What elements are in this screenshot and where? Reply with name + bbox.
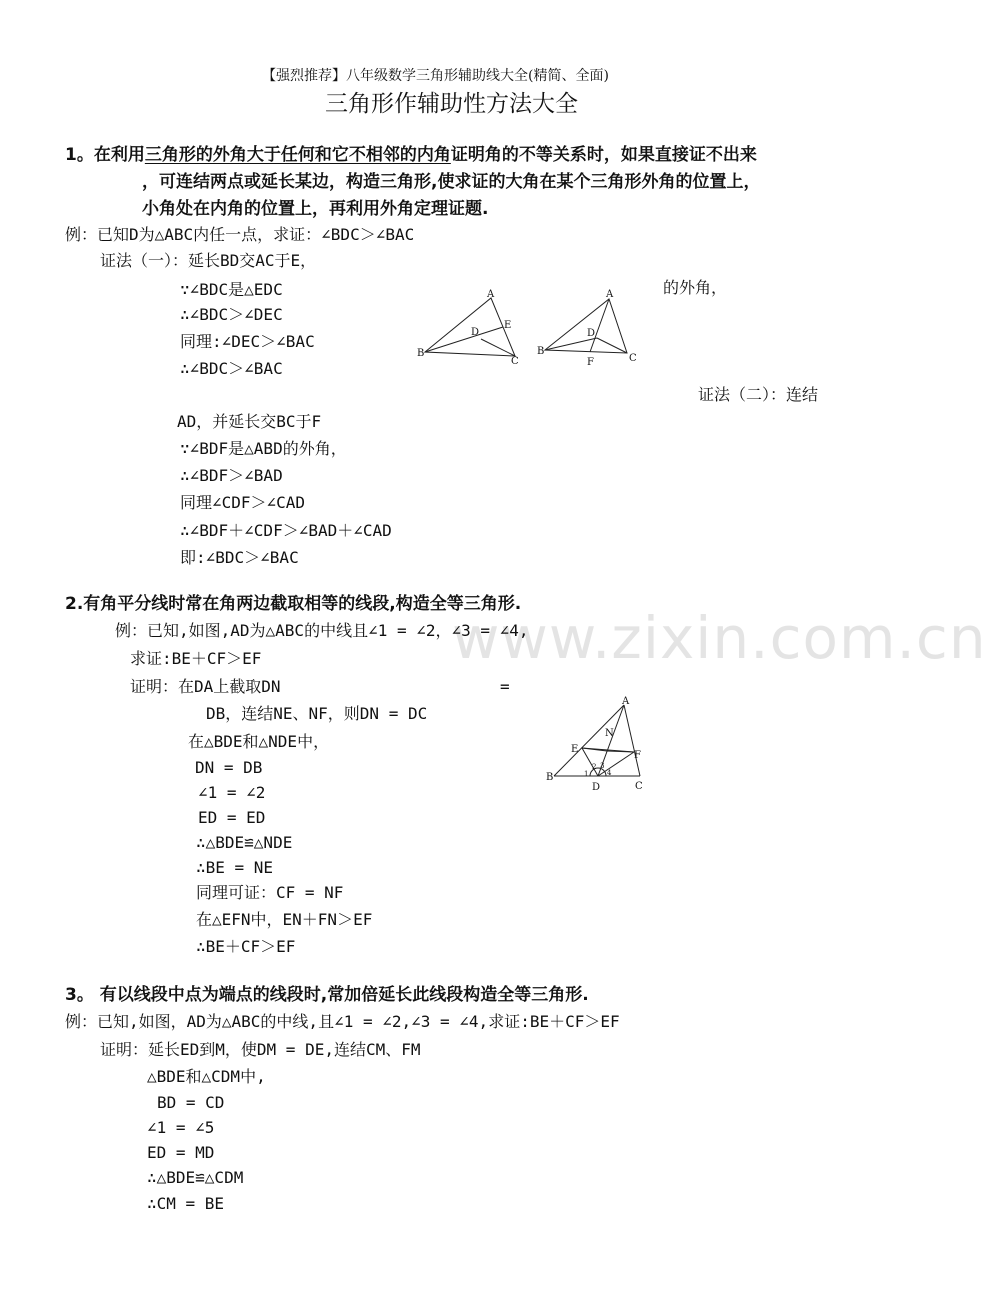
s3-proof-title: 证明：延长ED到M，使DM = DE,连结CM、FM [100, 1040, 421, 1059]
figure-triangle-extend-bd [415, 286, 530, 368]
s1-q1: ∵∠BDF是△ABD的外角， [180, 439, 347, 458]
s3-l3: ∠1 = ∠5 [147, 1118, 215, 1137]
s1-q2: ∴∠BDF＞∠BAD [180, 466, 283, 485]
page-title: 三角形作辅助性方法大全 [325, 91, 578, 117]
s2-l6: ∴△BDE≌△NDE [196, 833, 293, 852]
fig3-label-a: A [622, 696, 630, 707]
s2-heading: 2.有角平分线时常在角两边截取相等的线段,构造全等三角形. [65, 594, 522, 614]
s2-l8: 同理可证：CF = NF [196, 883, 344, 902]
fig2-label-b: B [537, 346, 545, 357]
fig3-label-b: B [546, 772, 554, 783]
s1-p1: ∵∠BDC是△EDC [180, 280, 283, 299]
fig3-label-f: F [634, 750, 641, 761]
s1-p1-tail: 的外角， [663, 278, 728, 297]
s3-l4: ED = MD [147, 1143, 215, 1162]
s2-proof-title: 证明：在DA上截取DN [130, 677, 281, 696]
s1-q0: AD，并延长交BC于F [177, 412, 322, 431]
s1-example: 例：已知D为△ABC内任一点，求证：∠BDC＞∠BAC [65, 225, 415, 244]
s2-l2: 在△BDE和△NDE中， [188, 732, 330, 751]
figure-triangle-extend-ad [535, 286, 650, 368]
s3-l1: △BDE和△CDM中, [147, 1067, 266, 1086]
s2-l3: DN = DB [195, 758, 263, 777]
fig3-label-e: E [571, 744, 579, 755]
s1-q4: ∴∠BDF＋∠CDF＞∠BAD＋∠CAD [180, 521, 392, 540]
s3-l6: ∴CM = BE [147, 1194, 225, 1213]
s2-l7: ∴BE = NE [196, 858, 274, 877]
fig2-label-a: A [606, 289, 614, 300]
s2-eq-sign: = [500, 677, 510, 696]
fig3-angle-1: 1 [584, 770, 589, 778]
s2-l9: 在△EFN中，EN＋FN＞EF [196, 910, 373, 929]
s2-l1: DB，连结NE、NF，则DN = DC [206, 704, 428, 723]
fig3-angle-4: 4 [607, 769, 612, 777]
fig3-label-d: D [592, 782, 601, 793]
fig1-label-e: E [504, 320, 512, 331]
s3-heading: 3。 有以线段中点为端点的线段时,常加倍延长此线段构造全等三角形. [65, 985, 589, 1005]
figure-angle-bisector [540, 696, 645, 794]
fig1-label-b: B [417, 348, 425, 359]
s3-l2: BD = CD [157, 1093, 225, 1112]
fig3-angle-3: 3 [600, 762, 605, 770]
s1-q3: 同理∠CDF＞∠CAD [180, 493, 306, 512]
s1-p2: ∴∠BDC＞∠DEC [180, 305, 283, 324]
s2-prove: 求证:BE＋CF＞EF [130, 649, 262, 668]
fig2-label-d: D [587, 328, 596, 339]
s1-proof2-title: 证法（二）：连结 [698, 385, 819, 404]
fig2-label-f: F [587, 357, 594, 368]
s3-l5: ∴△BDE≌△CDM [147, 1168, 244, 1187]
s1-heading-post: 证明角的不等关系时，如果直接证不出来 [450, 145, 757, 165]
s3-example: 例：已知,如图，AD为△ABC的中线,且∠1 = ∠2,∠3 = ∠4,求证:BE＋CF＞EF [65, 1012, 620, 1031]
s1-heading-pre: 1。在利用 [65, 145, 145, 165]
fig3-label-c: C [635, 781, 643, 792]
s1-heading-underlined: 三角形的外角大于任何和它不相邻的内角 [144, 145, 451, 165]
s2-example: 例：已知,如图,AD为△ABC的中线且∠1 = ∠2，∠3 = ∠4, [115, 621, 529, 640]
s2-l4: ∠1 = ∠2 [198, 783, 266, 802]
fig3-label-n: N [605, 728, 614, 739]
fig1-label-c: C [511, 356, 519, 367]
s1-heading [65, 145, 757, 165]
fig2-label-c: C [629, 353, 637, 364]
s1-q5: 即:∠BDC＞∠BAC [180, 548, 299, 567]
s1-heading-line2: ，可连结两点或延长某边，构造三角形,使求证的大角在某个三角形外角的位置上， [142, 172, 761, 192]
s2-l5: ED = ED [198, 808, 266, 827]
s1-proof1-title: 证法（一）：延长BD交AC于E， [100, 251, 317, 270]
fig1-label-d: D [471, 327, 480, 338]
s2-l10: ∴BE＋CF＞EF [196, 937, 296, 956]
s1-p3: 同理:∠DEC＞∠BAC [180, 332, 315, 351]
watermark: www.zixin.com.cn [452, 604, 987, 672]
fig3-angle-2: 2 [592, 763, 597, 771]
s1-heading-line3: 小角处在内角的位置上，再利用外角定理证题. [142, 199, 489, 219]
s1-p4: ∴∠BDC＞∠BAC [180, 359, 283, 378]
super-title: 【强烈推荐】八年级数学三角形辅助线大全(精简、全面) [262, 68, 609, 84]
fig1-label-a: A [487, 289, 495, 300]
